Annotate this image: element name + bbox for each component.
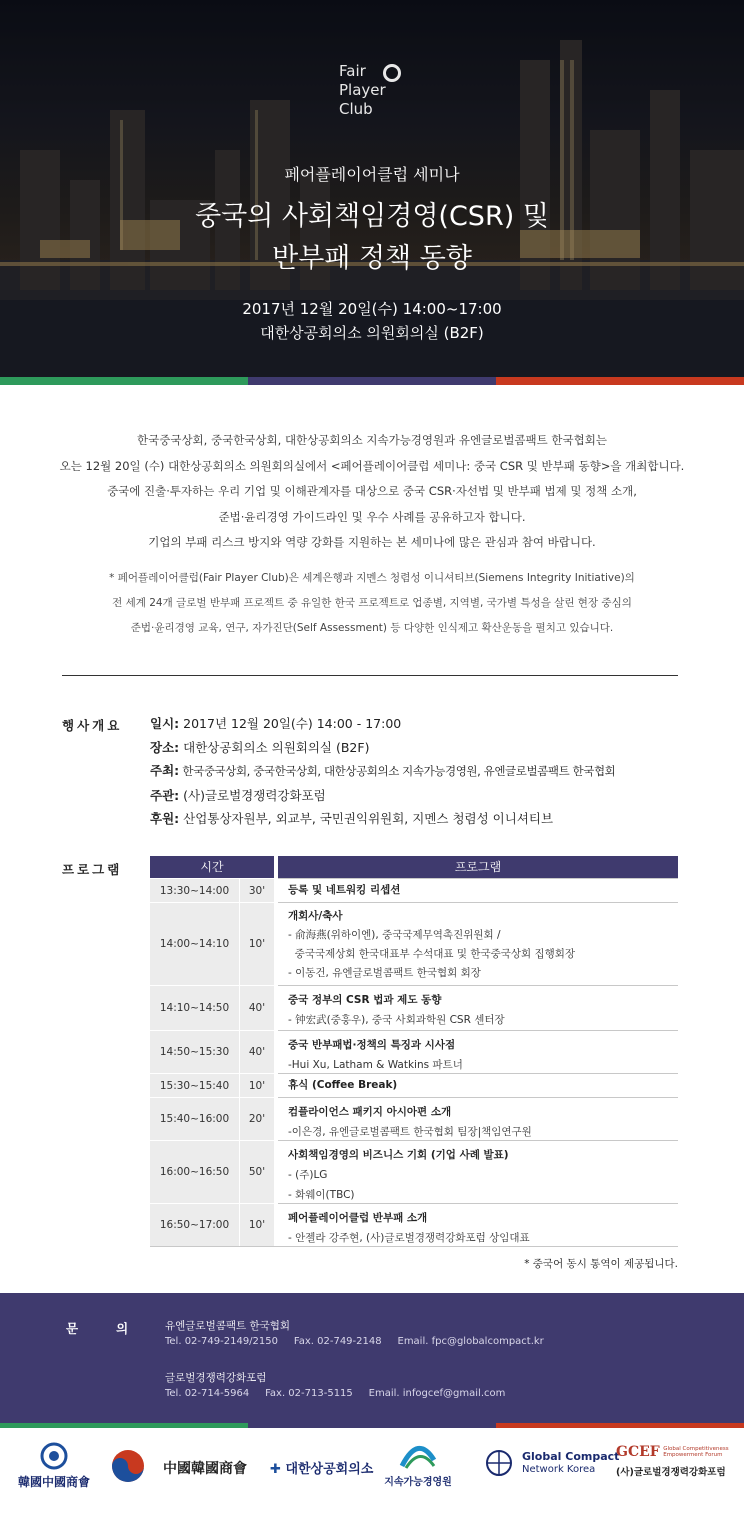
program-header-program: 프로그램 bbox=[278, 856, 678, 878]
program-title: 등록 및 네트워킹 리셉션 bbox=[288, 884, 401, 896]
overview-value: 2017년 12월 20일(수) 14:00 - 17:00 bbox=[179, 716, 402, 731]
overview-key: 일시: bbox=[150, 716, 180, 731]
overview-value: 한국중국상회, 중국한국상회, 대한상공회의소 지속가능경영원, 유엔글로벌콤팩트 한국협회 bbox=[179, 764, 616, 778]
program-duration: 10' bbox=[240, 1203, 274, 1246]
program-duration: 50' bbox=[240, 1140, 274, 1203]
chamber-china-text: 韓國中國商會 bbox=[17, 1475, 90, 1489]
program-duration: 40' bbox=[240, 985, 274, 1030]
kcci-icon: ✚ bbox=[270, 1462, 281, 1477]
program-duration: 10' bbox=[240, 902, 274, 985]
program-content bbox=[278, 1030, 678, 1073]
program-title: 컴플라이언스 패키지 아시아편 소개 bbox=[288, 1106, 452, 1118]
program-content bbox=[278, 1203, 678, 1246]
overview-value: 산업통상자원부, 외교부, 국민권익위원회, 지멘스 청렴성 이니셔티브 bbox=[179, 811, 554, 826]
global-compact-text bbox=[522, 1450, 619, 1476]
hero-banner bbox=[0, 0, 744, 385]
overview-list bbox=[150, 712, 615, 831]
program-row bbox=[150, 878, 678, 902]
program-time: 14:00~14:10 bbox=[150, 902, 239, 985]
event-title-line-1: 중국의 사회책임경영(CSR) 및 bbox=[195, 201, 549, 232]
logo-line-3: Club bbox=[339, 100, 373, 118]
intro-text bbox=[0, 428, 744, 556]
program-content bbox=[278, 1140, 678, 1203]
program-content bbox=[278, 878, 678, 902]
program-detail: -이은경, 유엔글로벌콤팩트 한국협회 팀장|책임연구원 bbox=[288, 1126, 532, 1138]
program-time: 16:50~17:00 bbox=[150, 1203, 239, 1246]
program-time: 14:50~15:30 bbox=[150, 1030, 239, 1073]
korea-china-chamber-logo bbox=[14, 1442, 94, 1490]
taegeuk-emblem-icon bbox=[108, 1446, 148, 1489]
fair-player-club-logo bbox=[339, 62, 386, 119]
overview-key: 후원: bbox=[150, 811, 180, 826]
overview-key: 주최: bbox=[150, 763, 180, 778]
gcef-logo bbox=[616, 1446, 729, 1479]
intro-line: 준법·윤리경영 가이드라인 및 우수 사례를 공유하고자 합니다. bbox=[218, 509, 526, 524]
program-detail: - 钟宏武(중훙우), 중국 사회과학원 CSR 센터장 bbox=[288, 1014, 505, 1026]
program-time: 15:40~16:00 bbox=[150, 1097, 239, 1140]
gcef-korean: (사)글로벌경쟁력강화포럼 bbox=[616, 1467, 726, 1478]
program-row bbox=[150, 1097, 678, 1140]
contact-info-1: Tel. 02-749-2149/2150 Fax. 02-749-2148 Email. fpc@globalcompact.kr bbox=[165, 1336, 544, 1347]
program-content bbox=[278, 1097, 678, 1140]
kcci-logo bbox=[270, 1458, 373, 1477]
sustainability-institute-logo bbox=[378, 1440, 458, 1488]
program-duration: 40' bbox=[240, 1030, 274, 1073]
program-title: 개회사/축사 bbox=[288, 910, 343, 922]
program-title: 중국 정부의 CSR 법과 제도 동향 bbox=[288, 994, 442, 1006]
logo-line-2: Player bbox=[339, 81, 386, 99]
program-detail: - (주)LG bbox=[288, 1169, 328, 1181]
event-date: 2017년 12월 20일(수) 14:00~17:00 bbox=[242, 300, 502, 318]
gcef-sub-2: Empowerment Forum bbox=[663, 1452, 723, 1458]
program-title: 사회책임경영의 비즈니스 기회 (기업 사례 발표) bbox=[288, 1149, 509, 1161]
overview-value: (사)글로벌경쟁력강화포럼 bbox=[179, 787, 326, 803]
sustainability-swirl-icon bbox=[398, 1440, 438, 1470]
note-line: 전 세계 24개 글로벌 반부패 프로젝트 중 유일한 한국 프로젝트로 업종별, 지역별, 국가별 특성을 살린 현장 중심의 bbox=[112, 597, 632, 609]
overview-row bbox=[150, 759, 615, 784]
program-detail: 중국국제상회 한국대표부 수석대표 및 한국중국상회 집행회장 bbox=[288, 948, 576, 960]
note-line: * 페어플레이어클럽(Fair Player Club)은 세계은행과 지멘스 청렴성 이니셔티브(Siemens Integrity Initiative)의 bbox=[109, 572, 635, 584]
overview-key: 주관: bbox=[150, 787, 180, 803]
overview-row bbox=[150, 807, 615, 831]
program-duration: 10' bbox=[240, 1073, 274, 1097]
program-row bbox=[150, 1073, 678, 1097]
program-header-time: 시간 bbox=[150, 856, 274, 878]
program-row bbox=[150, 1140, 678, 1203]
program-title: 페어플레이어클럽 반부패 소개 bbox=[288, 1212, 428, 1224]
logo-ring-icon bbox=[383, 64, 401, 82]
program-detail: -Hui Xu, Latham & Watkins 파트너 bbox=[288, 1059, 463, 1071]
program-time: 14:10~14:50 bbox=[150, 985, 239, 1030]
contact-info-2: Tel. 02-714-5964 Fax. 02-713-5115 Email. infogcef@gmail.com bbox=[165, 1388, 506, 1399]
sustainability-text: 지속가능경영원 bbox=[384, 1477, 452, 1488]
intro-line: 기업의 부패 리스크 방지와 역량 강화를 지원하는 본 세미나에 많은 관심과 참여 바랍니다. bbox=[148, 535, 596, 549]
overview-label: 행사개요 bbox=[62, 718, 123, 733]
hero-color-bar bbox=[0, 377, 744, 385]
fpc-note bbox=[0, 566, 744, 641]
contact-org-2: 글로벌경쟁력강화포럼 bbox=[165, 1372, 267, 1384]
program-content bbox=[278, 902, 678, 985]
program-detail: - 화웨이(TBC) bbox=[288, 1189, 355, 1201]
program-row bbox=[150, 1203, 678, 1247]
event-subtitle: 페어플레이어클럽 세미나 bbox=[284, 165, 460, 184]
footer-color-bar bbox=[0, 1423, 744, 1428]
program-title: 중국 반부패법·정책의 특징과 시사점 bbox=[288, 1039, 456, 1051]
china-korea-chamber-logo: 中國韓國商會 bbox=[163, 1461, 247, 1477]
global-compact-logo bbox=[484, 1448, 514, 1478]
program-content bbox=[278, 1073, 678, 1097]
program-detail: - 俞海燕(위하이엔), 중국국제무역촉진위원회 / bbox=[288, 929, 501, 941]
gc-line-2: Network Korea bbox=[522, 1464, 596, 1475]
program-detail: - 이동건, 유엔글로벌콤팩트 한국협회 회장 bbox=[288, 967, 481, 979]
program-time: 16:00~16:50 bbox=[150, 1140, 239, 1203]
interpretation-note: * 중국어 동시 통역이 제공됩니다. bbox=[524, 1258, 678, 1270]
sponsor-logos bbox=[0, 1432, 744, 1524]
overview-key: 장소: bbox=[150, 739, 180, 755]
program-title: 휴식 (Coffee Break) bbox=[288, 1079, 398, 1091]
gcef-mark: GCEF bbox=[616, 1444, 660, 1460]
event-venue: 대한상공회의소 의원회의실 (B2F) bbox=[260, 324, 484, 342]
contact-org-1: 유엔글로벌콤팩트 한국협회 bbox=[165, 1320, 291, 1332]
gc-line-1: Global Compact bbox=[522, 1450, 620, 1463]
contact-label: 문의 bbox=[66, 1321, 167, 1336]
chamber-emblem-icon bbox=[40, 1442, 68, 1470]
section-divider bbox=[62, 675, 678, 676]
program-label: 프로그램 bbox=[62, 862, 123, 877]
intro-line: 중국에 진출·투자하는 우리 기업 및 이해관계자를 대상으로 중국 CSR·자선법 및 반부패 법제 및 정책 소개, bbox=[107, 484, 637, 498]
program-detail: - 안젤라 강주현, (사)글로벌경쟁력강화포럼 상임대표 bbox=[288, 1232, 530, 1244]
program-content bbox=[278, 985, 678, 1030]
program-row bbox=[150, 1030, 678, 1073]
intro-line: 한국중국상회, 중국한국상회, 대한상공회의소 지속가능경영원과 유엔글로벌콤팩트 한국협회는 bbox=[137, 433, 607, 447]
program-duration: 20' bbox=[240, 1097, 274, 1140]
note-line: 준법·윤리경영 교육, 연구, 자가진단(Self Assessment) 등 다양한 인식제고 확산운동을 펼치고 있습니다. bbox=[130, 622, 614, 634]
program-row bbox=[150, 985, 678, 1030]
program-duration: 30' bbox=[240, 878, 274, 902]
overview-row bbox=[150, 784, 615, 808]
contact-section bbox=[0, 1293, 744, 1423]
program-time: 13:30~14:00 bbox=[150, 878, 239, 902]
program-time: 15:30~15:40 bbox=[150, 1073, 239, 1097]
overview-value: 대한상공회의소 의원회의실 (B2F) bbox=[179, 739, 370, 755]
program-row bbox=[150, 902, 678, 985]
gcef-sub-1: Global Competitiveness bbox=[663, 1446, 729, 1452]
kcci-text: 대한상공회의소 bbox=[285, 1462, 374, 1477]
event-title-line-2: 반부패 정책 동향 bbox=[272, 243, 472, 274]
event-title bbox=[0, 196, 744, 280]
logo-line-1: Fair bbox=[339, 62, 366, 80]
overview-row bbox=[150, 712, 615, 736]
un-globe-icon bbox=[484, 1448, 514, 1478]
intro-line: 오는 12월 20일 (수) 대한상공회의소 의원회의실에서 <페어플레이어클럽 세미나: 중국 CSR 및 반부패 동향>을 개최합니다. bbox=[59, 458, 685, 473]
overview-row bbox=[150, 736, 615, 760]
